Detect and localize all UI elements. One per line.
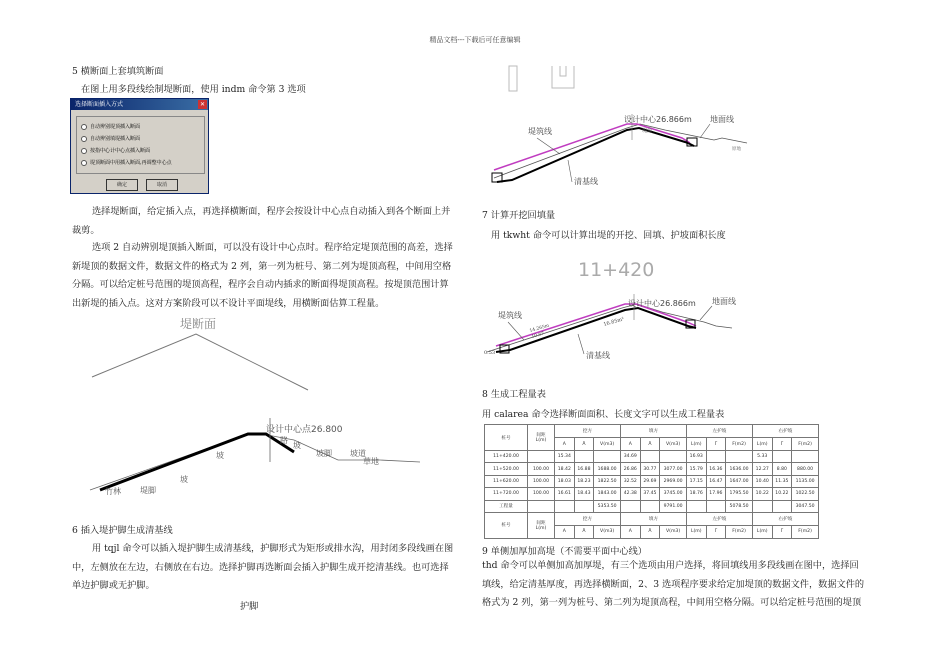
subheader-cell: L(m) (686, 525, 706, 538)
dialog-titlebar (71, 99, 208, 110)
table-cell: 11+520.00 (485, 463, 528, 475)
table-cell: 15.34 (555, 451, 575, 463)
subheader-cell: V(m3) (660, 525, 687, 538)
section-9-title: 9 单侧加厚加高堤（不需要平面中心线） (482, 546, 647, 557)
section-5-title: 5 横断面上套填筑断面 (72, 66, 164, 77)
clearing-label: 清基线 (586, 351, 610, 360)
table-cell: 26.86 (620, 463, 640, 475)
subheader-cell: F(m2) (726, 438, 753, 451)
section-7-title: 7 计算开挖回填量 (482, 210, 556, 221)
table-cell: 34.69 (620, 451, 640, 463)
excavation-fill-figure (482, 248, 782, 363)
station-digit (509, 66, 517, 91)
embankment-label: 堤筑线 (528, 127, 552, 136)
table-cell: 100.00 (528, 488, 555, 500)
table-cell: 5353.50 (594, 500, 621, 512)
table-cell: 11.35 (772, 475, 792, 487)
table-cell (528, 451, 555, 463)
table-cell: 17.15 (686, 475, 706, 487)
table-cell: 1022.50 (792, 488, 819, 500)
header-station: 桩号 (485, 512, 528, 538)
header-fill: 填方 (620, 512, 686, 525)
table-cell (528, 500, 555, 512)
paragraph-section-6: 用 tqjl 命令可以插入堤护脚生成清基线，护脚形式为矩形或排水沟，用封闭多段线画在图 中，左侧放在左边，右侧放在右边。选择护脚再选断面会插入护脚生成开挖清基线。也可选择 单边护脚或无护脚。 (72, 543, 454, 592)
lawn-label: 草地 (363, 457, 379, 466)
table-cell: 1822.50 (594, 475, 621, 487)
table-body (485, 451, 819, 513)
clearing-line-figure (482, 58, 782, 193)
leader-line (578, 334, 584, 354)
table-cell: 10.40 (752, 475, 772, 487)
subheader-cell: Γ (706, 525, 726, 538)
table-cell: 11+620.00 (485, 475, 528, 487)
table-cell: 880.00 (792, 463, 819, 475)
table-cell: 42.38 (620, 488, 640, 500)
subheader-cell: Ā (574, 525, 594, 538)
quantity-table (484, 424, 819, 539)
table-cell: 工程量 (485, 500, 528, 512)
option-3[interactable]: 按指中心计中心点插入断面 (81, 147, 150, 154)
paragraph-option2: 选项 2 自动辨别堤顶插入断面，可以没有设计中心点时。程序给定堤顶范围的高差，选择 新堤顶的数据文件，数据文件的格式为 2 列，第一列为桩号、第二列为堤顶高程，中间用空格 分隔。可以给定桩号范围的堤顶高程，程序会自动内插求的断面得堤顶高程。按堤顶范围计算 出新堤的插入点。这对方案阶段可以不设计平面堤线，用横断面估算工程量。 (72, 242, 453, 309)
dimension-label: 14.265m (529, 323, 550, 334)
table-cell: 1795.50 (726, 488, 753, 500)
option-group (76, 116, 205, 174)
table-row (485, 451, 819, 463)
design-center-label: 设计中心点26.800 (266, 425, 343, 435)
table-cell (772, 451, 792, 463)
table-cell: 9791.00 (660, 500, 687, 512)
table-cell: 16.36 (706, 463, 726, 475)
header-left-slope: 左护坡 (686, 512, 752, 525)
table-row (485, 488, 819, 500)
header-excavation: 挖方 (555, 425, 621, 438)
crest-mark-label: 堤顶 (642, 128, 653, 134)
clearing-line (497, 128, 694, 182)
table-cell: 11+720.00 (485, 488, 528, 500)
subheader-cell: L(m) (686, 438, 706, 451)
table-cell (574, 500, 594, 512)
subheader-cell: A (620, 438, 640, 451)
slope-label-2: 坡 (180, 475, 188, 484)
section-5-intro: 在图上用多段线绘制堤断面，使用 indm 命令第 3 选项 (81, 84, 306, 95)
subheader-cell: F(m2) (792, 438, 819, 451)
header-right-slope: 右护坡 (752, 425, 818, 438)
station-label: 11+420 (578, 259, 655, 281)
table-cell: 3745.00 (660, 488, 687, 500)
table-cell: 1688.00 (594, 463, 621, 475)
leader-line (700, 124, 710, 138)
table-cell (792, 451, 819, 463)
table-cell: 15.79 (686, 463, 706, 475)
subheader-cell: F(m2) (792, 525, 819, 538)
toe-caption: 护脚 (240, 601, 259, 612)
levee-fill-line (100, 434, 294, 490)
table-cell (706, 451, 726, 463)
design-center-label: 设计中心26.866m (628, 299, 696, 308)
table-cell: 10.22 (772, 488, 792, 500)
subheader-cell: A (555, 525, 575, 538)
berm-label: 坡脚 (316, 449, 332, 458)
paragraph-select: 选择堤断面，给定插入点，再选择横断面，程序会按设计中心点自动插入到各个断面上并 裁剪。 (72, 206, 451, 236)
ground-label: 地面线 (712, 297, 736, 306)
crest-label: 路 (280, 436, 288, 445)
subheader-cell: Ā (640, 438, 660, 451)
insert-mode-dialog (70, 98, 209, 194)
table-row (485, 500, 819, 512)
section-7-intro: 用 tkwht 命令可以计算出堤的开挖、回填、护坡面积长度 (491, 230, 726, 241)
table-cell: 8.80 (772, 463, 792, 475)
table-cell: 16.47 (706, 475, 726, 487)
table-cell: 18.76 (686, 488, 706, 500)
ground-label: 地面线 (710, 115, 734, 124)
table-cell: 16.93 (686, 451, 706, 463)
offset-label: 0.53 (484, 350, 496, 356)
fig1-title: 堤断面 (180, 317, 217, 331)
area-label: 16.85m² (602, 316, 625, 328)
table-cell (640, 500, 660, 512)
table-cell (555, 500, 575, 512)
subheader-cell: V(m3) (594, 525, 621, 538)
section-8-title: 8 生成工程量表 (482, 389, 546, 400)
table-cell (686, 500, 706, 512)
subheader-cell: Γ (772, 438, 792, 451)
page-watermark: 精品文档---下载后可任意编辑 (429, 36, 521, 44)
subheader-cell: L(m) (752, 525, 772, 538)
table-cell (640, 451, 660, 463)
table-cell: 17.96 (706, 488, 726, 500)
table-cell: 3077.00 (660, 463, 687, 475)
dimension-label: 10.67 (531, 331, 545, 340)
subheader-cell: Ā (574, 438, 594, 451)
subheader-cell: F(m2) (726, 525, 753, 538)
header-right-slope: 右护坡 (752, 512, 818, 525)
levee-outline (92, 334, 308, 390)
table-cell: 12.27 (752, 463, 772, 475)
table-row (485, 475, 819, 487)
close-icon[interactable]: ✕ (199, 101, 206, 108)
radio-icon (81, 148, 87, 154)
table-cell: 18.42 (555, 463, 575, 475)
table-cell: 2969.00 (660, 475, 687, 487)
subheader-cell: Γ (772, 525, 792, 538)
levee-section-figure (80, 312, 460, 512)
table-cell: 3047.50 (792, 500, 819, 512)
radio-icon (81, 160, 87, 166)
table-header-row (485, 425, 819, 438)
table-cell (772, 500, 792, 512)
subheader-cell: A (620, 525, 640, 538)
embankment-line (494, 124, 690, 170)
table-cell: 5.33 (752, 451, 772, 463)
radio-icon (81, 124, 87, 130)
table-row (485, 463, 819, 475)
subheader-cell: A (555, 438, 575, 451)
header-spacing: 间距 L(m) (528, 512, 555, 538)
leader-line (700, 306, 712, 320)
paragraph-section-9: thd 命令可以单侧加高加厚堤，有三个选项由用户选择，将回填线用多段线画在图中，选择回 填线，给定清基厚度，再选择横断面，2、3 选项程序要求给定加堤顶的数据文件，数据文件的 格式为 2 列，第一列为桩号、第二列为堤顶高程，中间用空格分隔。可以给定桩号范围的堤顶 (482, 560, 865, 609)
header-station: 桩号 (485, 425, 528, 451)
section-6-title: 6 插入堤护脚生成清基线 (72, 525, 173, 536)
table-cell: 100.00 (528, 463, 555, 475)
section-8-intro: 用 calarea 命令选择断面面积、长度文字可以生成工程量表 (482, 409, 725, 420)
header-left-slope: 左护坡 (686, 425, 752, 438)
toe-label: 堤脚 (140, 486, 156, 495)
header-spacing: 间距 L(m) (528, 425, 555, 451)
radio-icon (81, 136, 87, 142)
table-cell: 100.00 (528, 475, 555, 487)
embankment-label: 堤筑线 (498, 311, 522, 320)
table-cell: 18.23 (574, 475, 594, 487)
station-digit (552, 66, 574, 88)
table-cell: 29.69 (640, 475, 660, 487)
table-repeat-header-row (485, 512, 819, 525)
subheader-cell: Γ (706, 438, 726, 451)
table-cell: 1843.00 (594, 488, 621, 500)
table-cell (706, 500, 726, 512)
option-4[interactable]: 堤顶断面中用插入断面,再调整中心点 (81, 159, 172, 166)
header-excavation: 挖方 (555, 512, 621, 525)
toe-label-bamboo: 竹林 (105, 487, 121, 496)
subheader-cell: V(m3) (594, 438, 621, 451)
table-cell: 1647.00 (726, 475, 753, 487)
leader-line (508, 322, 524, 340)
table-cell (752, 500, 772, 512)
table-cell: 10.22 (752, 488, 772, 500)
bank-label: 坡 (293, 441, 301, 450)
table-cell: 30.77 (640, 463, 660, 475)
option-1[interactable]: 自动辨别堤顶插入断面 (81, 123, 140, 130)
cancel-button[interactable]: 取消 (146, 179, 178, 191)
option-2[interactable]: 自动辨别填堤插入断面 (81, 135, 140, 142)
subheader-cell: Ā (640, 525, 660, 538)
table-cell: 1636.00 (726, 463, 753, 475)
leader-line (568, 160, 572, 182)
table-cell: 32.52 (620, 475, 640, 487)
dialog-title: 选择断面插入方式 (75, 101, 124, 108)
header-fill: 填方 (620, 425, 686, 438)
table-cell: 37.45 (640, 488, 660, 500)
table-cell: 16.61 (555, 488, 575, 500)
original-ground-label: 原地 (732, 147, 741, 152)
table-cell (574, 451, 594, 463)
table-cell (660, 451, 687, 463)
table-cell: 1135.00 (792, 475, 819, 487)
subheader-cell: L(m) (752, 438, 772, 451)
table-cell (726, 451, 753, 463)
subheader-cell: V(m3) (660, 438, 687, 451)
road-label: 坡道 (350, 449, 366, 458)
table-cell: 18.03 (555, 475, 575, 487)
clearing-label: 清基线 (574, 177, 598, 186)
table-cell (594, 451, 621, 463)
design-center-label: 设计中心26.866m (624, 115, 692, 124)
table-cell: 16.88 (574, 463, 594, 475)
table-cell: 11+420.00 (485, 451, 528, 463)
ok-button[interactable]: 确定 (106, 179, 138, 191)
table-cell: 5078.50 (726, 500, 753, 512)
table-cell: 18.43 (574, 488, 594, 500)
quantity-table-grid (484, 424, 819, 539)
table-cell (620, 500, 640, 512)
slope-label-1: 坡 (216, 451, 224, 460)
